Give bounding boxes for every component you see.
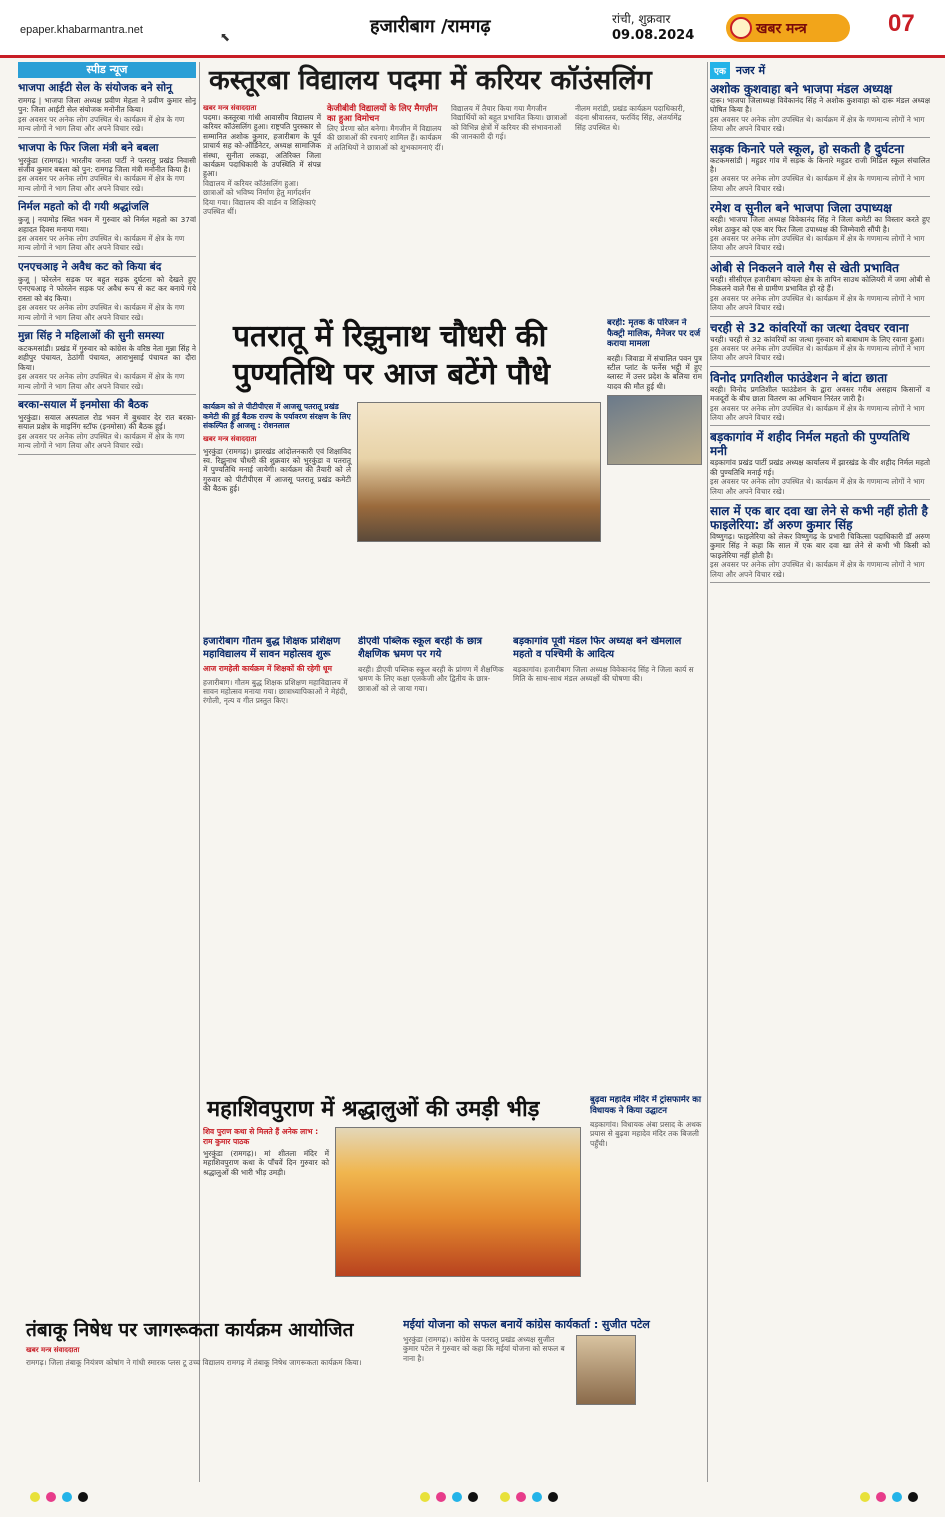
- footer-dot: [436, 1492, 446, 1502]
- footer-dot: [860, 1492, 870, 1502]
- left-news-item: एनएचआइ ने अवैध कट को किया बंद कुजू | फोरलेन सड़क पर बहुत सड़क दुर्घटना को देखते हुए एनएचआइ ने फोरलेन सड़क पर अवैध रूप से कट कर बनाये गये रास्ता को बंद किया। इस अवसर पर अनेक लोग उपस्थित थे। कार्यक्रम में क्षेत्र के गणमान्य लोगों ने भाग लिया और अपने विचार रखे।: [18, 261, 196, 326]
- right-news-item-headline: साल में एक बार दवा खा लेने से कभी नहीं होती है फाइलेरिया: डॉ अरुण कुमार सिंह: [710, 503, 928, 532]
- dav-head: डीएवी पब्लिक स्कूल बरही के छात्र शैक्षणिक भ्रमण पर गये: [358, 636, 483, 660]
- left-news-item-text: भुरकुंडा। सयाल अस्पताल रोड भवन में बुधवार देर रात बरका-सयाल प्रक्षेत्र के माइनिंग स्टॉफ (इनमोसा) की बैठक हुई।: [18, 412, 196, 432]
- patratu-byline: खबर मन्त्र संवाददाता: [203, 434, 257, 443]
- devotees-photo: [335, 1127, 581, 1277]
- right-news-item-headline: बड़कागांव में शहीद निर्मल महतो की पुण्यतिथि मनी: [710, 430, 910, 459]
- left-news-item-headline: निर्मल महतो को दी गयी श्रद्धांजलि: [18, 201, 149, 214]
- shivpuran-text: भुरकुंडा (रामगढ़)। मां शीतला मंदिर में महाशिवपुराण कथा के पाँचवें दिन गुरुवार को श्रद्धालुओं की भारी भीड़ उमड़ी।: [203, 1149, 329, 1177]
- patratu-text: भुरकुंडा (रामगढ़)। झारखंड आंदोलनकारी एवं शिक्षाविद स्व. रिझुनाथ चौधरी की शुक्रवार को भुरकुंडा व पतरातू में पुण्यतिथि मनाई जायेगी। कार्यक्रम की तैयारी को ले गुरुवार को पीटीपीएस में आजसू पतरातू प्रखंड कमेटी की बैठक हुई।: [203, 446, 351, 494]
- right-news-item: विनोद प्रगतिशील फाउंडेशन ने बांटा छाता बरही। विनोद प्रगतिशील फाउंडेशन के द्वारा अवसर गरीब असहाय किसानों व मजदूरों के बीच छाता वितरण का अभियान निरंतर जारी है। इस अवसर पर अनेक लोग उपस्थित थे। कार्यक्रम में क्षेत्र के गणमान्य लोगों ने भाग लिया और अपने विचार रखे।: [710, 371, 930, 427]
- footer-dot: [892, 1492, 902, 1502]
- lead-headline: कस्तूरबा विद्यालय पदमा में करियर कॉउंसलिंग: [209, 65, 652, 96]
- footer-dot: [548, 1492, 558, 1502]
- right-news-item-text: चरही। सीसीएल हजारीबाग कोयला क्षेत्र के तापिन साउथ कोलियरी में जमा ओबी से निकलने वाले गैस से ग्रामीण प्रभावित हो रहे हैं।: [710, 274, 930, 294]
- footer-dot: [500, 1492, 510, 1502]
- edition-title: हजारीबाग /रामगढ़: [370, 16, 491, 37]
- patratu-headline-2: पुण्यतिथि पर आज बटेंगे पौधे: [233, 357, 550, 392]
- footer-dot: [78, 1492, 88, 1502]
- left-news-item-headline: बरका-सयाल में इनमोसा की बैठक: [18, 398, 149, 411]
- budhwa-head: बुढ़वा महादेव मंदिर में ट्रांसफार्मर का विधायक ने किया उद्घाटन: [590, 1095, 702, 1116]
- footer-dot: [876, 1492, 886, 1502]
- city-day: रांची, शुक्रवार: [612, 12, 671, 26]
- right-news-item: चरही से 32 कांवरियों का जत्था देवघर रवाना चरही। चरही से 32 कांवरियों का जत्था गुरुवार को बाबाधाम के लिए रवाना हुआ। इस अवसर पर अनेक लोग उपस्थित थे। कार्यक्रम में क्षेत्र के गणमान्य लोगों ने भाग लिया और अपने विचार रखे।: [710, 321, 930, 367]
- patratu-story: [203, 318, 603, 628]
- maiyan-head: मईयां योजना को सफल बनायें कांग्रेस कार्यकर्ता : सुजीत पटेल: [403, 1318, 650, 1331]
- left-column: [18, 62, 196, 1482]
- tobacco-story: तंबाकू निषेध पर जागरूकता कार्यक्रम आयोजित खबर मन्त्र संवाददाता रामगढ़। जिला तंबाकू नियंत्रण कोषांग ने गांधी स्मारक प्लस टू उच्च विद्यालय रामगढ़ में तंबाकू निषेध जागरूकता कार्यक्रम किया।: [18, 1318, 398, 1483]
- right-news-item-text: विष्णुगढ़। फाइलेरिया को लेकर विष्णुगढ़ के प्रभारी चिकित्सा पदाधिकारी डॉ अरुण कुमार सिंह ने कहा कि साल में एक बार दवा खा लेने से कभी भी किसी को फाइलेरिया नहीं होती है।: [710, 531, 930, 560]
- lead-byline: खबर मन्त्र संवाददाता: [203, 104, 257, 112]
- cursor-icon: ⬉: [220, 30, 231, 44]
- barkagaon-head: बड़कागांव पूर्वी मंडल फिर अध्यक्ष बने खेमलाल महतो व पश्चिमी के आदित्य: [513, 636, 682, 660]
- ek-tag: एक: [710, 62, 730, 79]
- footer-dot: [908, 1492, 918, 1502]
- right-news-item: अशोक कुशवाहा बने भाजपा मंडल अध्यक्ष दारू। भाजपा जिलाध्यक्ष विवेकानंद सिंह ने अशोक कुशवाहा को दारू मंडल अध्यक्ष घोषित किया है। इस अवसर पर अनेक लोग उपस्थित थे। कार्यक्रम में क्षेत्र के गणमान्य लोगों ने भाग लिया और अपने विचार रखे।: [710, 82, 930, 138]
- site-url[interactable]: epaper.khabarmantra.net: [20, 24, 143, 36]
- right-news-item: रमेश व सुनील बने भाजपा जिला उपाध्यक्ष बरही। भाजपा जिला अध्यक्ष विवेकानंद सिंह ने जिला कमेटी का विस्तार करते हुए रमेश ठाकुर को एक बार फिर जिला उपाध्यक्ष की जिम्मेवारी सौंपी है। इस अवसर पर अनेक लोग उपस्थित थे। कार्यक्रम में क्षेत्र के गणमान्य लोगों ने भाग लिया और अपने विचार रखे।: [710, 201, 930, 257]
- right-news-item-headline: चरही से 32 कांवरियों का जत्था देवघर रवाना: [710, 320, 909, 335]
- shivpuran-story: [203, 1095, 583, 1310]
- right-news-item-text: बरही। भाजपा जिला अध्यक्ष विवेकानंद सिंह ने जिला कमेटी का विस्तार करते हुए रमेश ठाकुर को एक बार फिर जिला उपाध्यक्ष की जिम्मेवारी सौंपी है।: [710, 215, 930, 234]
- barhi-story: [607, 318, 702, 628]
- logo-icon: [730, 17, 752, 39]
- right-news-item-text: दारू। भाजपा जिलाध्यक्ष विवेकानंद सिंह ने अशोक कुशवाहा को दारू मंडल अध्यक्ष घोषित किया है।: [710, 96, 930, 115]
- left-news-item: भाजपा आईटी सेल के संयोजक बने सोनू रामगढ़ | भाजपा जिला अध्यक्ष प्रवीण मेहता ने प्रवीण कुमार सोनू पुन: जिला आईटी सेल संयोजक मनोनीत किया। इस अवसर पर अनेक लोग उपस्थित थे। कार्यक्रम में क्षेत्र के गणमान्य लोगों ने भाग लिया और अपने विचार रखे।: [18, 82, 196, 138]
- right-news-item-headline: अशोक कुशवाहा बने भाजपा मंडल अध्यक्ष: [710, 82, 893, 96]
- barkagaon-mandal-story: बड़कागांव पूर्वी मंडल फिर अध्यक्ष बने खेमलाल महतो व पश्चिमी के आदित्य बड़कागांव। हजारीबाग जिला अध्यक्ष विवेकानंद सिंह ने जिला कार्य समिति के साथ-साथ मंडल अध्यक्षों की घोषणा की।: [513, 636, 703, 1086]
- shivpuran-headline: महाशिवपुराण में श्रद्धालुओं की उमड़ी भीड़: [207, 1096, 540, 1122]
- right-news-item-text: कटकमसांडी | महुडर गांव में सड़क के किनारे महुडर राजी मिडिल स्कूल संचालित है।: [710, 155, 930, 175]
- left-news-item: मुन्ना सिंह ने महिलाओं की सुनी समस्या कटकमसांडी। प्रखंड में गुरुवार को कांग्रेस के वरिष्ठ नेता मुन्ना सिंह ने शहीपुर पंचायत, ठेठांगी पंचायत, आराभुसाई पंचायत का दौरा किया। इस अवसर पर अनेक लोग उपस्थित थे। कार्यक्रम में क्षेत्र के गणमान्य लोगों ने भाग लिया और अपने विचार रखे।: [18, 330, 196, 395]
- shivpuran-kicker: शिव पुराण कथा से मिलते हैं अनेक लाभ : राम कुमार पाठक: [203, 1127, 319, 1146]
- right-news-item-text: चरही। चरही से 32 कांवरियों का जत्था गुरुवार को बाबाधाम के लिए रवाना हुआ।: [710, 334, 925, 344]
- footer-dot: [46, 1492, 56, 1502]
- footer-dot: [30, 1492, 40, 1502]
- budhwa-story: बुढ़वा महादेव मंदिर में ट्रांसफार्मर का विधायक ने किया उद्घाटन बड़कागांव। विधायक अंबा प्रसाद के अथक प्रयास से बुढ़वा महादेव मंदिर तक बिजली पहुँची।: [590, 1095, 702, 1148]
- patratu-kicker: कार्यक्रम को ले पीटीपीएस में आजसू पतरातू प्रखंड कमेटी की हुई बैठक राज्य के पर्यावरण संरक्षण के लिए संकल्पित है आजसू : रोशनलाल: [203, 402, 351, 430]
- footer-dot: [62, 1492, 72, 1502]
- left-news-item-text: कुजू | नयामोड़ स्थित भवन में गुरुवार को निर्मल महतो का 37वां शहादत दिवस मनाया गया।: [18, 215, 196, 234]
- left-news-item: भाजपा के फिर जिला मंत्री बने बबला भुरकुंडा (रामगढ़)। भारतीय जनता पार्टी ने पतरातु प्रखंड निवासी संजीव कुमार बबला को पुन: रामगढ़ जिला मंत्री मनोनीत किया है। इस अवसर पर अनेक लोग उपस्थित थे। कार्यक्रम में क्षेत्र के गणमान्य लोगों ने भाग लिया और अपने विचार रखे।: [18, 142, 196, 198]
- brand-logo: खबर मन्त्र: [726, 14, 850, 42]
- footer-dot: [516, 1492, 526, 1502]
- page-number: 07: [888, 10, 915, 37]
- left-news-item-headline: एनएचआइ ने अवैध कट को किया बंद: [18, 260, 162, 273]
- footer-dot: [420, 1492, 430, 1502]
- tobacco-byline: खबर मन्त्र संवाददाता: [26, 1346, 80, 1354]
- left-news-item-text: रामगढ़ | भाजपा जिला अध्यक्ष प्रवीण मेहता ने प्रवीण कुमार सोनू पुन: जिला आईटी सेल संयोजक मनोनीत किया।: [18, 96, 196, 115]
- patratu-headline-1: पतरातू में रिझुनाथ चौधरी की: [233, 319, 547, 354]
- factory-photo: [607, 395, 702, 465]
- left-news-item-headline: भाजपा आईटी सेल के संयोजक बने सोनू: [18, 82, 172, 94]
- left-news-item-headline: मुन्ना सिंह ने महिलाओं की सुनी समस्या: [18, 329, 164, 342]
- issue-date: 09.08.2024: [612, 28, 695, 43]
- barhi-text: बरही। जिवाडा में संचालित पवन पुत्र स्टील प्लांट के फर्नेस भट्ठी में हुए ब्लास्ट में उत्तर प्रदेश के बलिया राम यादव की मौत हुई थी।: [607, 353, 702, 391]
- left-news-item-headline: भाजपा के फिर जिला मंत्री बने बबला: [18, 141, 159, 154]
- left-news-item: निर्मल महतो को दी गयी श्रद्धांजलि कुजू | नयामोड़ स्थित भवन में गुरुवार को निर्मल महतो का 37वां शहादत दिवस मनाया गया। इस अवसर पर अनेक लोग उपस्थित थे। कार्यक्रम में क्षेत्र के गणमान्य लोगों ने भाग लिया और अपने विचार रखे।: [18, 201, 196, 257]
- right-news-item: साल में एक बार दवा खा लेने से कभी नहीं होती है फाइलेरिया: डॉ अरुण कुमार सिंह विष्णुगढ़। फाइलेरिया को लेकर विष्णुगढ़ के प्रभारी चिकित्सा पदाधिकारी डॉ अरुण कुमार सिंह ने कहा कि साल में एक बार दवा खा लेने से कभी भी किसी को फाइलेरिया नहीं होती है। इस अवसर पर अनेक लोग उपस्थित थे। कार्यक्रम में क्षेत्र के गणमान्य लोगों ने भाग लिया और अपने विचार रखे।: [710, 504, 930, 583]
- barhi-head: बरही: मृतक के परिजन ने फैक्ट्री मालिक, मैनेजर पर दर्ज कराया मामला: [607, 318, 701, 349]
- left-news-item-text: कुजू | फोरलेन सड़क पर बहुत सड़क दुर्घटना को देखते हुए एनएचआइ ने फोरलेन सड़क पर अवैध रूप से कट कर बनाये गये रास्ता को बंद किया।: [18, 274, 196, 303]
- right-news-item-headline: ओबी से निकलने वाले गैस से खेती प्रभावित: [710, 260, 900, 275]
- masthead: [0, 0, 945, 58]
- footer-dot: [452, 1492, 462, 1502]
- left-news-item: बरका-सयाल में इनमोसा की बैठक भुरकुंडा। सयाल अस्पताल रोड भवन में बुधवार देर रात बरका-सयाल प्रक्षेत्र के माइनिंग स्टॉफ (इनमोसा) की बैठक हुई। इस अवसर पर अनेक लोग उपस्थित थे। कार्यक्रम में क्षेत्र के गणमान्य लोगों ने भाग लिया और अपने विचार रखे।: [18, 399, 196, 455]
- right-news-item: बड़कागांव में शहीद निर्मल महतो की पुण्यतिथि मनी बड़कागांव प्रखंड पार्टी प्रखंड अध्यक्ष कार्यालय में झारखंड के वीर शहीद निर्मल महतो की पुण्यतिथि मनाई गई। इस अवसर पर अनेक लोग उपस्थित थे। कार्यक्रम में क्षेत्र के गणमान्य लोगों ने भाग लिया और अपने विचार रखे।: [710, 430, 930, 500]
- footer-dot: [468, 1492, 478, 1502]
- left-news-item-text: कटकमसांडी। प्रखंड में गुरुवार को कांग्रेस के वरिष्ठ नेता मुन्ना सिंह ने शहीपुर पंचायत, ठेठांगी पंचायत, आराभुसाई पंचायत का दौरा किया।: [18, 343, 196, 372]
- right-news-item-headline: विनोद प्रगतिशील फाउंडेशन ने बांटा छाता: [710, 370, 888, 385]
- lead-story: कस्तूरबा विद्यालय पदमा में करियर कॉउंसलिंग खबर मन्त्र संवाददाता पदमा। कस्तूरबा गांधी आवासीय विद्यालय में करियर कॉउंसलिंग हुआ। राष्ट्रपति पुरस्कार से सम्मानित अशोक कुमार, हजारीबाग के पूर्व प्राचार्य सह को-ऑर्डिनेटर, अध्यक्ष सामाजिक संस्था, सुनीता लकड़ा, अतिरिक्त जिला कार्यक्रम पदाधिकारी के उपस्थिति में संपन्न हुआ। विद्यालय में करियर कॉउंसलिंग हुआ। छात्राओं को भविष्य निर्माण हेतु मार्गदर्शन दिया गया। विद्यालय की वार्डन व शिक्षिकाएं उपस्थित थीं। केजीबीवी विद्यालयों के लिए मैगज़ीन का हुआ विमोचन लिए प्रेरणा स्रोत बनेगा। मैगजीन में विद्यालय की छात्राओं की रचनाएं शामिल हैं। कार्यक्रम में अतिथियों ने छात्राओं को शुभकामनाएं दीं। विद्यालय में तैयार किया गया मैगजीन विद्यार्थियों को बहुत प्रभावित किया। छात्राओं को विभिन्न क्षेत्रों में करियर की संभावनाओं की जानकारी दी गई। नीलम मरांडी, प्रखंड कार्यक्रम पदाधिकारी, वंदना श्रीवास्तव, फरविंद सिंह, अंतर्यामेंद्र सिंह उपस्थित थे।: [203, 62, 701, 307]
- maiyan-story: मईयां योजना को सफल बनायें कांग्रेस कार्यकर्ता : सुजीत पटेल भुरकुंडा (रामगढ़)। कांग्रेस के पतरातू प्रखंड अध्यक्ष सुजीत कुमार पटेल ने गुरुवार को कहा कि मईयां योजना को सफल बनाना है।: [403, 1318, 703, 1483]
- nazar-me-title: नजर में: [735, 63, 766, 77]
- left-news-item-text: भुरकुंडा (रामगढ़)। भारतीय जनता पार्टी ने पतरातु प्रखंड निवासी संजीव कुमार बबला को पुन: रामगढ़ जिला मंत्री मनोनीत किया है।: [18, 155, 196, 175]
- footer-color-dots: [0, 1488, 945, 1508]
- right-news-item: ओबी से निकलने वाले गैस से खेती प्रभावित चरही। सीसीएल हजारीबाग कोयला क्षेत्र के तापिन साउथ कोलियरी में जमा ओबी से निकलने वाले गैस से ग्रामीण प्रभावित हो रहे हैं। इस अवसर पर अनेक लोग उपस्थित थे। कार्यक्रम में क्षेत्र के गणमान्य लोगों ने भाग लिया और अपने विचार रखे।: [710, 261, 930, 317]
- right-column: [710, 62, 930, 1482]
- lead-subhead: केजीबीवी विद्यालयों के लिए मैगज़ीन का हुआ विमोचन: [327, 104, 438, 124]
- gautam-kicker: आज रामहेली कार्यक्रम में शिक्षकों की रहेगी धूम: [203, 664, 332, 673]
- tobacco-headline: तंबाकू निषेध पर जागरूकता कार्यक्रम आयोजित: [26, 1319, 354, 1341]
- dav-story: डीएवी पब्लिक स्कूल बरही के छात्र शैक्षणिक भ्रमण पर गये बरही। डीएवी पब्लिक स्कूल बरही के प्रांगण में शैक्षणिक भ्रमण के लिए कक्षा एलकेजी और द्वितीय के छात्र-छात्राओं को ले जाया गया।: [358, 636, 508, 1086]
- gautam-buddha-story: हजारीबाग गौतम बुद्ध शिक्षक प्रशिक्षण महाविद्यालय में सावन महोत्सव शुरू आज रामहेली कार्यक्रम में शिक्षकों की रहेगी धूम हजारीबाग। गौतम बुद्ध शिक्षक प्रशिक्षण महाविद्यालय में सावन महोत्सव मनाया गया। छात्राध्यापिकाओं ने मेहंदी, रंगोली, नृत्य व गीत प्रस्तुत किए।: [203, 636, 353, 1086]
- right-news-item-headline: सड़क किनारे पले स्कूल, हो सकती है दुर्घटना: [710, 141, 904, 156]
- right-news-item-text: बड़कागांव प्रखंड पार्टी प्रखंड अध्यक्ष कार्यालय में झारखंड के वीर शहीद निर्मल महतो की पुण्यतिथि मनाई गई।: [710, 458, 930, 477]
- footer-dot: [532, 1492, 542, 1502]
- right-news-item-headline: रमेश व सुनील बने भाजपा जिला उपाध्यक्ष: [710, 201, 892, 216]
- speed-news-banner: स्पीड न्यूज: [18, 62, 196, 78]
- lead-text: पदमा। कस्तूरबा गांधी आवासीय विद्यालय में करियर कॉउंसलिंग हुआ। राष्ट्रपति पुरस्कार से सम्मानित अशोक कुमार, हजारीबाग के पूर्व प्राचार्य सह को-ऑर्डिनेटर, अध्यक्ष सामाजिक संस्था, सुनीता लकड़ा, अतिरिक्त जिला कार्यक्रम पदाधिकारी के उपस्थिति में संपन्न हुआ।: [203, 113, 321, 179]
- meeting-photo: [357, 402, 601, 542]
- sujit-patel-photo: [576, 1335, 636, 1405]
- gautam-head: हजारीबाग गौतम बुद्ध शिक्षक प्रशिक्षण महाविद्यालय में सावन महोत्सव शुरू: [203, 636, 341, 660]
- right-news-item-text: बरही। विनोद प्रगतिशील फाउंडेशन के द्वारा अवसर गरीब असहाय किसानों व मजदूरों के बीच छाता वितरण का अभियान निरंतर जारी है।: [710, 384, 930, 404]
- right-news-item: सड़क किनारे पले स्कूल, हो सकती है दुर्घटना कटकमसांडी | महुडर गांव में सड़क के किनारे महुडर राजी मिडिल स्कूल संचालित है। इस अवसर पर अनेक लोग उपस्थित थे। कार्यक्रम में क्षेत्र के गणमान्य लोगों ने भाग लिया और अपने विचार रखे।: [710, 142, 930, 198]
